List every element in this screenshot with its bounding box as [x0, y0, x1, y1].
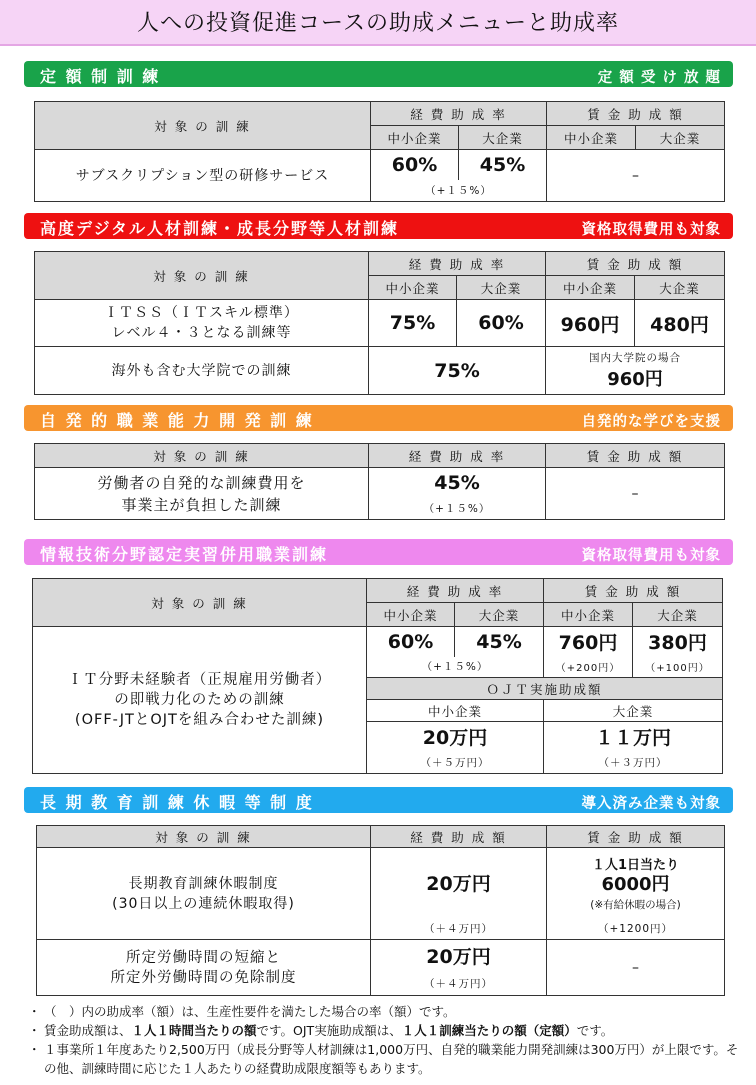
header-large: 大企業 [636, 126, 725, 150]
header-sme: 中小企業 [369, 276, 457, 300]
digital-table [34, 251, 725, 395]
header-large: 大企業 [459, 126, 547, 150]
header-sme: 中小企業 [547, 126, 636, 150]
header-large: 大企業 [455, 603, 544, 627]
wage-note: 国内大学院の場合 [589, 352, 681, 364]
note-limit: ・ １事業所１年度あたり2,500万円（成長分野等人材訓練は1,000万円、自発的職業能力開発訓練は300万円）が上限です。その他、訓練時間に応じた１人あたりの経費助成限度額等もあります。 [34, 1040, 739, 1078]
row-label-line: (OFF-JTとOJTを組み合わせた訓練) [74, 712, 325, 728]
row-label: サブスクリプション型の研修サービス [35, 150, 371, 202]
note-bonus: ・ （ ）内の助成率（額）は、生産性要件を満たした場合の率（額）です。 [34, 1002, 739, 1021]
rate-bonus: （+１５%） [369, 498, 546, 520]
wage-none: – [547, 940, 725, 996]
note-emphasis: １人１時間当たりの額 [131, 1023, 257, 1038]
note-text: 賃金助成額は、 [44, 1023, 132, 1038]
row-label-line: (30日以上の連続休暇取得) [112, 895, 295, 912]
fixed-rate-table [34, 101, 725, 202]
rate-bonus: （+１５%） [371, 180, 547, 202]
header-target: 対 象 の 訓 練 [35, 252, 369, 300]
row-label-leave [37, 848, 371, 940]
row-label-hours [37, 940, 371, 996]
row-label-line: 事業主が負担した訓練 [121, 495, 282, 514]
section-leave-band [24, 787, 733, 813]
section-fixed-rate-band [24, 61, 733, 87]
section-it-band [24, 539, 733, 565]
rate-graduate: 75% [369, 347, 546, 395]
wage-large-bonus: （+100円） [633, 657, 723, 678]
wage-line: １人1日当たり [591, 857, 680, 873]
header-ojt: ＯＪＴ実施助成額 [367, 678, 723, 700]
rate-sme: 60% [367, 627, 455, 657]
wage-large: 480円 [635, 300, 725, 347]
wage-sme-bonus: （+200円） [544, 657, 633, 678]
rate-bonus: （+１５%） [367, 657, 544, 678]
header-expense-rate: 経 費 助 成 率 [371, 102, 547, 126]
section-self-dev-band [24, 405, 733, 431]
ojt-large: １１万円 [544, 722, 723, 752]
leave-amount-bonus: （＋４万円） [371, 918, 547, 940]
leave-amount: 20万円 [371, 848, 547, 918]
header-expense-rate: 経 費 助 成 率 [369, 444, 546, 468]
row-label-line: レベル４・３となる訓練等 [111, 325, 292, 341]
note-wage [34, 1021, 739, 1040]
note-text: です。OJT実施助成額は、 [256, 1023, 402, 1038]
header-large: 大企業 [544, 700, 723, 722]
header-large: 大企業 [635, 276, 725, 300]
section-title: 高度デジタル人材訓練・成長分野等人材訓練 [40, 219, 400, 238]
header-large: 大企業 [633, 603, 723, 627]
section-title: 自 発 的 職 業 能 力 開 発 訓 練 [40, 411, 314, 430]
rate-sme: 60% [371, 150, 459, 180]
header-sme: 中小企業 [367, 700, 544, 722]
rate-large: 45% [459, 150, 547, 180]
wage-sme: 760円 [544, 627, 633, 657]
section-tagline: 資格取得費用も対象 [581, 222, 721, 238]
header-sme: 中小企業 [367, 603, 455, 627]
wage-none: – [546, 468, 725, 520]
header-wage: 賃 金 助 成 額 [546, 252, 725, 276]
row-label-line: 長期教育訓練休暇制度 [128, 875, 279, 892]
row-label-line: 労働者の自発的な訓練費用を [97, 473, 306, 492]
section-tagline: 資格取得費用も対象 [581, 548, 721, 564]
rate-large: 45% [455, 627, 544, 657]
wage-value: 6000円 [601, 873, 670, 895]
row-label-line: ＩＴ分野未経験者（正規雇用労働者） [67, 672, 332, 688]
row-label-line: の即戦力化のための訓練 [114, 692, 285, 708]
section-tagline: 自発的な学びを支援 [581, 414, 721, 430]
header-sme: 中小企業 [544, 603, 633, 627]
rate-sme: 75% [369, 300, 457, 347]
wage-sme: 960円 [546, 300, 635, 347]
ojt-large-bonus: （＋３万円） [544, 752, 723, 774]
row-label [35, 468, 369, 520]
page-title-bar [0, 0, 756, 46]
wage-large: 380円 [633, 627, 723, 657]
row-label [33, 627, 367, 774]
leave-wage [547, 848, 725, 918]
section-tagline: 定 額 受 け 放 題 [597, 70, 721, 86]
header-wage: 賃 金 助 成 額 [546, 444, 725, 468]
self-dev-table [34, 443, 725, 520]
row-label-graduate: 海外も含む大学院での訓練 [35, 347, 369, 395]
header-wage: 賃 金 助 成 額 [547, 102, 725, 126]
section-tagline: 導入済み企業も対象 [581, 796, 721, 812]
rate-large: 60% [457, 300, 546, 347]
header-target: 対 象 の 訓 練 [35, 102, 371, 150]
wage-note: (※有給休暇の場合) [590, 898, 681, 911]
row-label-line: 所定外労働時間の免除制度 [110, 969, 297, 986]
leave-table [36, 825, 725, 996]
it-table [32, 578, 723, 774]
header-wage: 賃 金 助 成 額 [544, 579, 723, 603]
page-title: 人への投資促進コースの助成メニューと助成率 [137, 11, 619, 36]
section-title: 情報技術分野認定実習併用職業訓練 [40, 545, 329, 564]
section-digital-band [24, 213, 733, 239]
header-large: 大企業 [457, 276, 546, 300]
hours-amount: 20万円 [371, 940, 547, 972]
header-expense-amount: 経 費 助 成 額 [371, 826, 547, 848]
hours-amount-bonus: （＋４万円） [371, 972, 547, 996]
footnotes [34, 1002, 739, 1078]
row-label-line: 所定労働時間の短縮と [126, 949, 281, 966]
section-title: 定 額 制 訓 練 [40, 67, 161, 86]
note-emphasis: １人１訓練当たりの額（定額） [401, 1023, 577, 1038]
row-label-line: ＩＴＳＳ（ＩＴスキル標準） [104, 305, 299, 321]
header-sme: 中小企業 [371, 126, 459, 150]
note-text: です。 [576, 1023, 614, 1038]
header-expense-rate: 経 費 助 成 率 [369, 252, 546, 276]
header-target: 対 象 の 訓 練 [33, 579, 367, 627]
header-wage: 賃 金 助 成 額 [547, 826, 725, 848]
leave-wage-bonus: （+1200円） [547, 918, 725, 940]
wage-graduate [546, 347, 725, 395]
ojt-sme-bonus: （＋５万円） [367, 752, 544, 774]
header-expense-rate: 経 費 助 成 率 [367, 579, 544, 603]
rate: 45% [369, 468, 546, 498]
ojt-sme: 20万円 [367, 722, 544, 752]
row-label-itss [35, 300, 369, 347]
header-target: 対 象 の 訓 練 [37, 826, 371, 848]
section-title: 長 期 教 育 訓 練 休 暇 等 制 度 [40, 793, 314, 812]
header-sme: 中小企業 [546, 276, 635, 300]
wage-value: 960円 [607, 369, 663, 390]
header-target: 対 象 の 訓 練 [35, 444, 369, 468]
wage-none: – [547, 150, 725, 202]
